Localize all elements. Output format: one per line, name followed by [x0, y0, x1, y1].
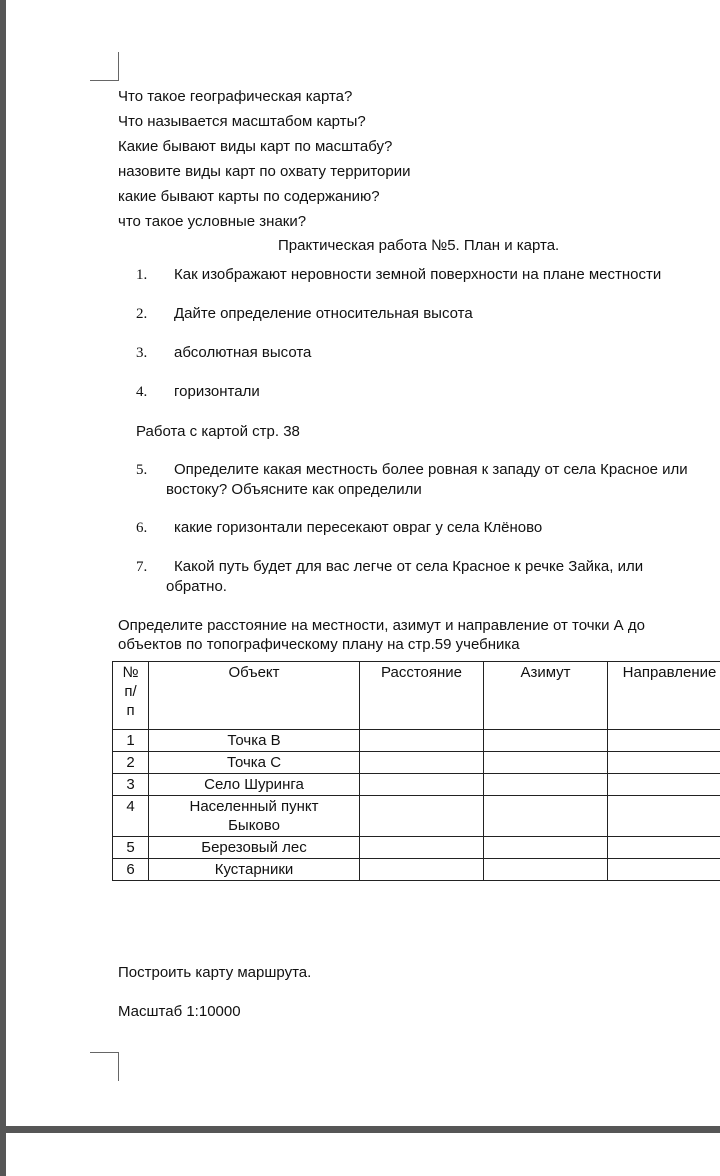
task-text-line-2: объектов по топографическому плану на стр.59 учебника: [118, 636, 520, 653]
row-number: 1: [113, 730, 149, 752]
distance-cell: [360, 837, 484, 859]
question-1: Что такое географическая карта?: [118, 88, 353, 105]
list-item-5: [136, 460, 688, 500]
item-number: 6.: [136, 520, 148, 536]
item-number: 1.: [136, 267, 148, 283]
question-6: что такое условные знаки?: [118, 213, 307, 230]
header-direction: Направление: [608, 662, 720, 730]
task-text-line-1: Определите расстояние на местности, азимут и направление от точки А до: [118, 617, 645, 634]
item-number: 3.: [136, 345, 148, 361]
distance-cell: [360, 752, 484, 774]
row-number: 5: [113, 837, 149, 859]
list-item-7: [136, 557, 643, 597]
distance-cell: [360, 774, 484, 796]
distance-cell: [360, 859, 484, 881]
document-page: [6, 0, 720, 1126]
item-text-continued: востоку? Объясните как определили: [166, 481, 422, 498]
direction-cell: [608, 796, 720, 837]
direction-cell: [608, 774, 720, 796]
table-header-row: [113, 662, 720, 730]
direction-cell: [608, 730, 720, 752]
direction-cell: [608, 859, 720, 881]
table-row: [113, 774, 720, 796]
direction-cell: [608, 752, 720, 774]
row-object: Кустарники: [149, 859, 360, 881]
item-text: Дайте определение относительная высота: [174, 305, 473, 322]
row-object: Село Шуринга: [149, 774, 360, 796]
item-number: 5.: [136, 462, 148, 478]
row-number: 2: [113, 752, 149, 774]
azimuth-cell: [484, 730, 608, 752]
item-number: 7.: [136, 559, 148, 575]
distance-cell: [360, 730, 484, 752]
margin-corner-bottom: [90, 1052, 119, 1081]
item-text: какие горизонтали пересекают овраг у села Клёново: [174, 519, 543, 536]
item-text: Какой путь будет для вас легче от села Красное к речке Зайка, или: [174, 558, 644, 575]
row-number: 3: [113, 774, 149, 796]
table-row: [113, 837, 720, 859]
item-text: абсолютная высота: [174, 344, 312, 361]
row-object: Березовый лес: [149, 837, 360, 859]
row-object: Точка В: [149, 730, 360, 752]
header-object: Объект: [149, 662, 360, 730]
azimuth-cell: [484, 859, 608, 881]
item-text-continued: обратно.: [166, 578, 227, 595]
azimuth-cell: [484, 752, 608, 774]
item-number: 2.: [136, 306, 148, 322]
table-row: [113, 859, 720, 881]
list-item-4: [136, 382, 260, 402]
list-item-6: [136, 518, 542, 538]
practical-work-title: Практическая работа №5. План и карта.: [278, 237, 560, 254]
table-row: [113, 752, 720, 774]
azimuth-cell: [484, 837, 608, 859]
row-object: Точка С: [149, 752, 360, 774]
margin-corner-top: [90, 52, 119, 81]
table-row: [113, 730, 720, 752]
row-number: 6: [113, 859, 149, 881]
item-text: Определите какая местность более ровная к западу от села Красное или: [174, 461, 688, 478]
list-item-1: [136, 265, 661, 285]
header-distance: Расстояние: [360, 662, 484, 730]
next-page: [6, 1133, 720, 1176]
item-text: горизонтали: [174, 383, 260, 400]
question-4: назовите виды карт по охвату территории: [118, 163, 411, 180]
header-azimuth: Азимут: [484, 662, 608, 730]
direction-cell: [608, 837, 720, 859]
distance-cell: [360, 796, 484, 837]
map-work-label: Работа с картой стр. 38: [136, 423, 300, 440]
header-number: № п/ п: [113, 662, 149, 730]
row-object: Населенный пункт Быково: [149, 796, 360, 837]
table-row: [113, 796, 720, 837]
row-number: 4: [113, 796, 149, 837]
question-5: какие бывают карты по содержанию?: [118, 188, 380, 205]
measurement-table: [112, 661, 720, 881]
list-item-3: [136, 343, 311, 363]
question-2: Что называется масштабом карты?: [118, 113, 366, 130]
azimuth-cell: [484, 774, 608, 796]
list-item-2: [136, 304, 473, 324]
scale-label: Масштаб 1:10000: [118, 1003, 241, 1020]
item-number: 4.: [136, 384, 148, 400]
azimuth-cell: [484, 796, 608, 837]
question-3: Какие бывают виды карт по масштабу?: [118, 138, 393, 155]
item-text: Как изображают неровности земной поверхности на плане местности: [174, 266, 662, 283]
route-task: Построить карту маршрута.: [118, 964, 312, 981]
